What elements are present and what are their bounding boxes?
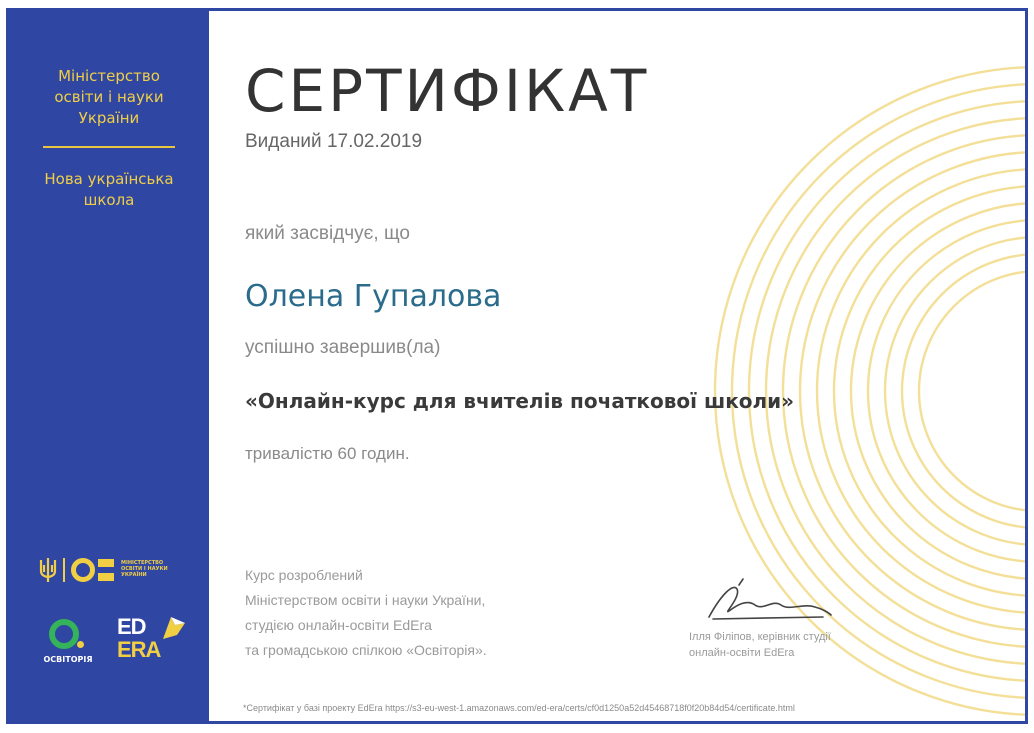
mon-small-line: ОСВІТИ І НАУКИ	[121, 566, 168, 572]
developed-line: та громадською спілкою «Освіторія».	[245, 642, 487, 658]
nus-line: школа	[83, 191, 135, 209]
nus-line: Нова українська	[44, 170, 174, 188]
decorative-ring	[919, 271, 1025, 511]
trident-icon	[39, 557, 57, 583]
mon-small-line: УКРАЇНИ	[121, 572, 147, 578]
mon-small-line: МІНІСТЕРСТВО	[121, 560, 164, 566]
sidebar	[9, 11, 209, 721]
recipient-name: Олена Гупалова	[245, 279, 502, 314]
certificate-title: СЕРТИФІКАТ	[245, 57, 650, 125]
mon-logo-icon	[71, 558, 95, 582]
completed-text: успішно завершив(ла)	[245, 337, 441, 358]
course-title: «Онлайн-курс для вчителів початкової школи»	[245, 389, 795, 413]
edera-logo-icon	[113, 611, 187, 669]
logo-separator	[63, 558, 65, 582]
developed-line: Міністерством освіти і науки України,	[245, 592, 486, 608]
nus-label	[9, 169, 209, 211]
certificate-footnote: *Сертифікат у базі проекту EdEra https://s3-eu-west-1.amazonaws.com/ed-era/certs/cf0d1250a52d45468718f0f20b84d54/certificate.html	[243, 703, 795, 713]
edera-era: ERA	[117, 637, 161, 662]
osvitoria-ring	[49, 619, 79, 649]
decorative-ring	[902, 254, 1025, 528]
edera-flag-icon	[159, 613, 187, 641]
issued-date: Виданий 17.02.2019	[245, 131, 423, 152]
osvitoria-label: ОСВІТОРІЯ	[43, 655, 93, 664]
sidebar-divider	[43, 146, 175, 148]
developed-by	[245, 563, 487, 663]
signatory-line: онлайн-освіти EdEra	[689, 647, 795, 659]
course-duration: тривалістю 60 годин.	[245, 444, 410, 463]
signatory	[689, 629, 831, 661]
decorative-ring	[834, 186, 1025, 596]
certifies-text: який засвідчує, що	[245, 223, 410, 244]
osvitoria-dot	[77, 641, 84, 648]
signature-icon	[703, 575, 833, 627]
edera-ed: ED	[117, 614, 146, 639]
signatory-line: Ілля Філіпов, керівник студії	[689, 631, 831, 643]
developed-line: Курс розроблений	[245, 567, 363, 583]
mon-logo-squares	[98, 559, 114, 581]
certificate-content	[209, 11, 1025, 721]
developed-line: студією онлайн-освіти EdEra	[245, 617, 432, 633]
ministry-name	[9, 66, 209, 129]
osvitoria-logo-icon	[37, 617, 99, 669]
decorative-ring	[868, 220, 1025, 562]
mon-logo-row	[35, 553, 195, 587]
ministry-line: освіти і науки	[54, 88, 164, 106]
certificate-frame	[6, 8, 1028, 724]
ministry-line: України	[78, 109, 140, 127]
decorative-ring	[817, 169, 1025, 613]
ministry-line: Міністерство	[58, 67, 160, 85]
mon-logo-text	[121, 560, 195, 578]
decorative-ring	[783, 135, 1025, 647]
